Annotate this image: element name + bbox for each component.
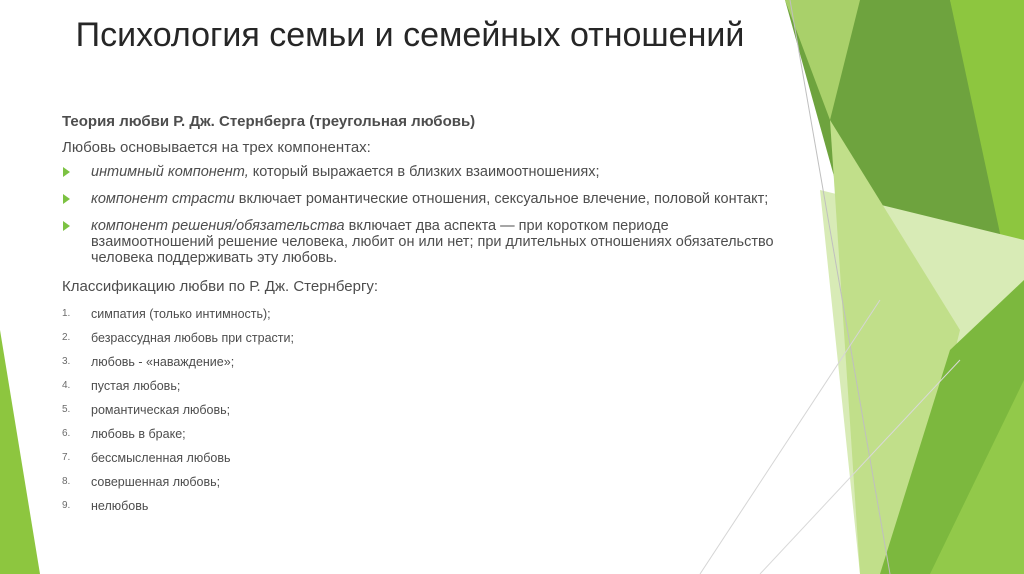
green-shard-left-bottom — [0, 330, 40, 574]
list-item-label: совершенная любовь; — [91, 475, 221, 489]
list-item — [62, 446, 792, 470]
list-number: 6. — [62, 428, 71, 439]
slide-content — [62, 112, 792, 518]
list-item-label: романтическая любовь; — [91, 403, 231, 417]
list-item-label: нелюбовь — [91, 499, 149, 513]
components-list — [62, 164, 792, 266]
list-number: 4. — [62, 380, 71, 391]
list-number: 1. — [62, 308, 71, 319]
theory-heading: Теория любви Р. Дж. Стернберга (треугольная любовь) — [62, 113, 476, 130]
love-types-list — [62, 302, 792, 518]
list-item-label: любовь в браке; — [91, 427, 186, 441]
list-number: 9. — [62, 500, 71, 511]
list-item — [62, 374, 792, 398]
list-number: 8. — [62, 476, 71, 487]
list-item-label: бессмысленная любовь — [91, 451, 231, 465]
component-description: включает два аспекта — при коротком периоде взаимоотношений решение человека, любит он или нет; при длительных отношениях обязательство человека поддерживать эту любовь. — [91, 218, 774, 266]
component-description: включает романтические отношения, сексуальное влечение, половой контакт; — [234, 191, 769, 207]
component-item — [62, 164, 792, 180]
list-item — [62, 302, 792, 326]
triangle-bullet-icon — [63, 167, 70, 177]
list-item — [62, 398, 792, 422]
component-term: интимный компонент, — [91, 164, 249, 180]
slide-title: Психология семьи и семейных отношений — [75, 16, 745, 54]
component-term: компонент решения/обязательства — [91, 218, 345, 234]
component-term: компонент страсти — [91, 191, 235, 207]
list-number: 2. — [62, 332, 71, 343]
list-item — [62, 470, 792, 494]
list-item-label: пустая любовь; — [91, 379, 181, 393]
component-description: который выражается в близких взаимоотношениях; — [248, 164, 600, 180]
list-item-label: симпатия (только интимность); — [91, 307, 271, 321]
list-item-label: любовь - «наваждение»; — [91, 355, 235, 369]
list-number: 7. — [62, 452, 71, 463]
component-item — [62, 191, 792, 207]
classification-lead: Классификацию любви по Р. Дж. Стернбергу: — [62, 278, 379, 295]
list-item — [62, 326, 792, 350]
triangle-bullet-icon — [63, 194, 70, 204]
list-item-label: безрассудная любовь при страсти; — [91, 331, 294, 345]
triangle-bullet-icon — [63, 221, 70, 231]
components-lead: Любовь основывается на трех компонентах: — [62, 139, 371, 156]
list-number: 3. — [62, 356, 71, 367]
list-number: 5. — [62, 404, 71, 415]
list-item — [62, 494, 792, 518]
component-item — [62, 218, 792, 266]
list-item — [62, 350, 792, 374]
list-item — [62, 422, 792, 446]
